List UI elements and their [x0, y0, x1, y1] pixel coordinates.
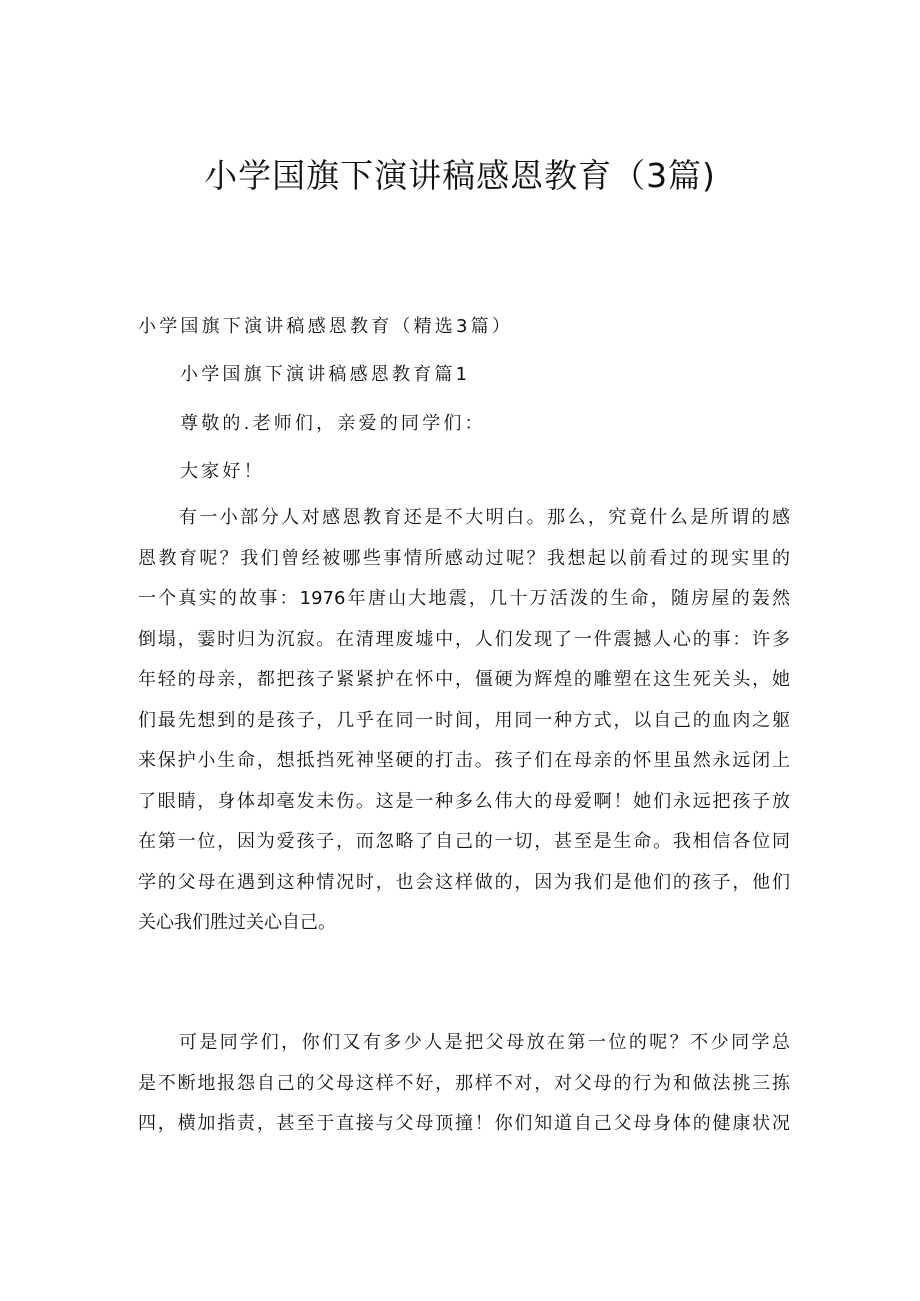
paragraph-line: 恩教育呢？我们曾经被哪些事情所感动过呢？我想起以前看过的现实里的 [138, 547, 790, 569]
paragraph-line: 可是同学们，你们又有多少人是把父母放在第一位的呢？不少同学总 [138, 1032, 790, 1053]
paragraph-line: 学的父母在遇到这种情况时，也会这样做的，因为我们是他们的孩子，他们 [138, 871, 790, 893]
salutation: 尊敬的.老师们，亲爱的同学们： [180, 413, 486, 434]
paragraph-1 [138, 498, 790, 944]
paragraph-line: 四，横加指责，甚至于直接与父母顶撞！你们知道自己父母身体的健康状况 [138, 1113, 790, 1134]
greeting: 大家好！ [180, 461, 265, 482]
document-subtitle: 小学国旗下演讲稿感恩教育（精选3篇） [138, 316, 514, 337]
paragraph-line: 有一小部分人对感恩教育还是不大明白。那么，究竟什么是所谓的感 [138, 507, 790, 528]
paragraph-line: 年轻的母亲，都把孩子紧紧护在怀中，僵硬为辉煌的雕塑在这生死关头，她 [138, 669, 790, 690]
paragraph-line: 是不断地报怨自己的父母这样不好，那样不对，对父母的行为和做法挑三拣 [138, 1072, 790, 1094]
document-title: 小学国旗下演讲稿感恩教育（3篇) [204, 156, 716, 195]
section-heading: 小学国旗下演讲稿感恩教育篇1 [180, 364, 471, 385]
paragraph-line: 们最先想到的是孩子，几乎在同一时间，用同一种方式，以自己的血肉之躯 [138, 709, 790, 731]
paragraph-line: 一个真实的故事：1976年唐山大地震，几十万活泼的生命，随房屋的轰然 [138, 588, 790, 609]
paragraph-2 [138, 1023, 790, 1145]
paragraph-line: 在第一位，因为爱孩子，而忽略了自己的一切，甚至是生命。我相信各位同 [138, 831, 790, 852]
paragraph-line: 了眼睛，身体却毫发未伤。这是一种多么伟大的母爱啊！她们永远把孩子放 [138, 790, 790, 812]
paragraph-line: 关心我们胜过关心自己。 [138, 912, 336, 933]
paragraph-line: 倒塌，霎时归为沉寂。在清理废墟中，人们发现了一件震撼人心的事：许多 [138, 628, 790, 650]
paragraph-line: 来保护小生命，想抵挡死神坚硬的打击。孩子们在母亲的怀里虽然永远闭上 [138, 750, 790, 771]
